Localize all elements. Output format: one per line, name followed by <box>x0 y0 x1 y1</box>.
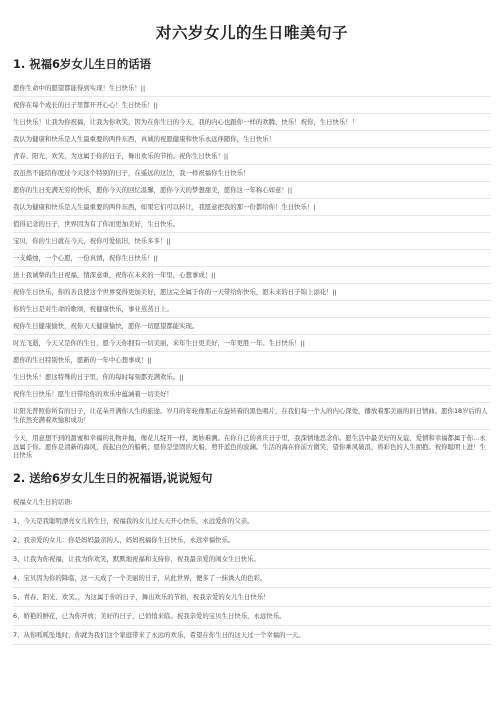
list-item: 2、我亲爱的女儿：你是妈妈最亲的人，妈妈祝福你生日快乐，永远幸福快乐。 <box>13 536 235 544</box>
divider <box>13 644 491 645</box>
divider <box>13 429 491 430</box>
divider <box>13 283 491 284</box>
divider <box>13 181 491 182</box>
divider <box>13 317 491 318</box>
divider <box>13 232 491 233</box>
list-item: 祝你生日健康愉快，祝你天天健康愉快，愿你一切愿望都能实现。 <box>13 322 199 330</box>
list-item: 我认为健康和快乐是人生最重要的两件东西，如果它们可以转让，我愿意把我的那一份都给你！生日快乐！| <box>13 203 316 211</box>
divider <box>13 351 491 352</box>
list-item: 4、宝贝因为你的降临，这一天成了一个美丽的日子，从此世界，便多了一抹诱人的色彩。 <box>13 574 267 582</box>
section-heading-1: 1. 祝福6岁女儿生日的话语 <box>13 57 152 71</box>
divider <box>13 385 491 386</box>
divider <box>13 198 491 199</box>
divider <box>13 249 491 250</box>
list-item: 生日快乐！愿这特殊的日子里，你的每时每刻都充满欢乐。|| <box>13 373 184 381</box>
list-item: 宝贝，你的生日就在今天，祝你可爱依旧，快乐多多！|| <box>13 237 171 245</box>
divider <box>13 402 491 403</box>
list-item: 一支蜡烛，一个心愿，一份真情，祝你生日快乐！|| <box>13 254 158 262</box>
divider <box>13 568 491 569</box>
divider <box>13 147 491 148</box>
divider <box>13 113 491 114</box>
divider <box>13 530 491 531</box>
list-item: 祝福女儿生日的话语: <box>13 498 73 506</box>
list-item: 我认为健康和快乐是人生最重要的两件东西，真诚的祝愿健康和快乐永远伴随你，生日快乐！ <box>13 135 276 143</box>
list-item: 3、让我为你祝福，让我为你欢笑，默默地祝福和支持你，祝我最亲爱的闺女生日快乐。 <box>13 555 260 563</box>
divider <box>13 164 491 165</box>
paragraph: 今天，用意想不到的甜蜜和幸福的礼物并抛，像花儿绽开一样，奥妙难测。在你自己的喜庆日子里，我深情地思念你。愿生活中最美好的友谊、爱情和幸福都属于你...永远属于你。愿你是清新的海风，鼓起白色的船帆；愿你是坚固的大船，剪开蓝色的波澜。生活的海在你前方微笑，望你乘风破浪，将彩色的人生拥抱。祝你聪明上进！生日快乐 <box>13 434 486 460</box>
divider <box>13 511 491 512</box>
list-item: 值得记念的日子，世界因为有了你而更加美好，生日快乐。 <box>13 220 180 228</box>
list-item: 愿你的生日特别快乐，愿新的一年中心想事成！|| <box>13 356 152 364</box>
divider <box>13 334 491 335</box>
list-item: 祝你生日快乐！愿生日带给你的欢乐中蕴涵着一切美好！ <box>13 390 173 398</box>
list-item: 愿你生命中的愿望都能得到实现！生日快乐！|| <box>13 84 146 92</box>
list-item: 祝你在每个成长的日子里都开开心心！生日快乐！|| <box>13 101 158 109</box>
list-item: 5、青春、阳光、欢笑。，为这属于你的日子，舞出欢乐的节拍，祝我亲爱的女儿生日快乐！ <box>13 593 270 601</box>
divider <box>13 300 491 301</box>
list-item: 送上我诚挚的生日祝福，情深意重，祝你在未来的一年里，心想事成！|| <box>13 271 216 279</box>
divider <box>13 96 491 97</box>
divider <box>13 215 491 216</box>
list-item: 1、今天是我聪明漂亮女儿的生日，祝福我的女儿过天天开心快乐，永远爱你的父亲。 <box>13 517 254 525</box>
list-item: 愿你的生日充满无穷的快乐，愿你今天的回忆温馨，愿你今天的梦想甜美，愿你这一年称心如意！|| <box>13 186 293 194</box>
divider <box>13 625 491 626</box>
divider <box>13 606 491 607</box>
divider <box>13 549 491 550</box>
list-item: 青春、阳光、欢笑，为这属于你的日子，舞出欢乐的节拍。祝你生日快乐！|| <box>13 152 229 160</box>
divider <box>13 266 491 267</box>
divider <box>13 368 491 369</box>
divider <box>13 587 491 588</box>
list-item: 我虽然不能陪你度过今天这个特别的日子，在遥远的这边，我一样祝福你生日快乐！ <box>13 169 250 177</box>
list-item: 祝你生日快乐，你的善良使这个世界变得更加美好，愿这完全属于你的一天带给你快乐，愿未来的日子锦上添花！|| <box>13 288 337 296</box>
divider <box>13 130 491 131</box>
paragraph: 让阳光普照你所有的日子，让花朵开满你人生的旅途。岁月的年轮像那正在旋转着的黑色唱片，在我们每一个人的内心深处，播放着那美丽的旧日情曲。愿你18岁后的人生依然充满着欢愉和成功！ <box>13 407 488 424</box>
list-item: 生日快乐！让我为你祝福，让我为你欢笑，因为在你生日的今天，我的内心也跟你一样的欢腾、快乐！祝你，生日快乐！！ <box>13 118 359 126</box>
list-item: 你的生日是对生命的歌颂，祝健康快乐，事业蒸蒸日上。 <box>13 305 173 313</box>
list-item: 时光飞逝，今天又是你的生日，愿今天你拥有一切美丽，来年生日更美好，一年更胜一年。生日快乐！|| <box>13 339 305 347</box>
document-title: 对六岁女儿的生日唯美句子 <box>155 24 348 42</box>
list-item: 7、从你呱呱坠地时，你就为我们这个家庭带来了永远的欢乐，希望在你生日的这天过一个幸福的一天。 <box>13 631 305 639</box>
section-heading-2: 2. 送给6岁女儿生日的祝福语,说说短句 <box>13 471 213 485</box>
list-item: 6、娇艳的鲜花，已为你开放；美好的日子，已悄悄来临。祝我亲爱的宝贝生日快乐，永远快乐。 <box>13 612 286 620</box>
